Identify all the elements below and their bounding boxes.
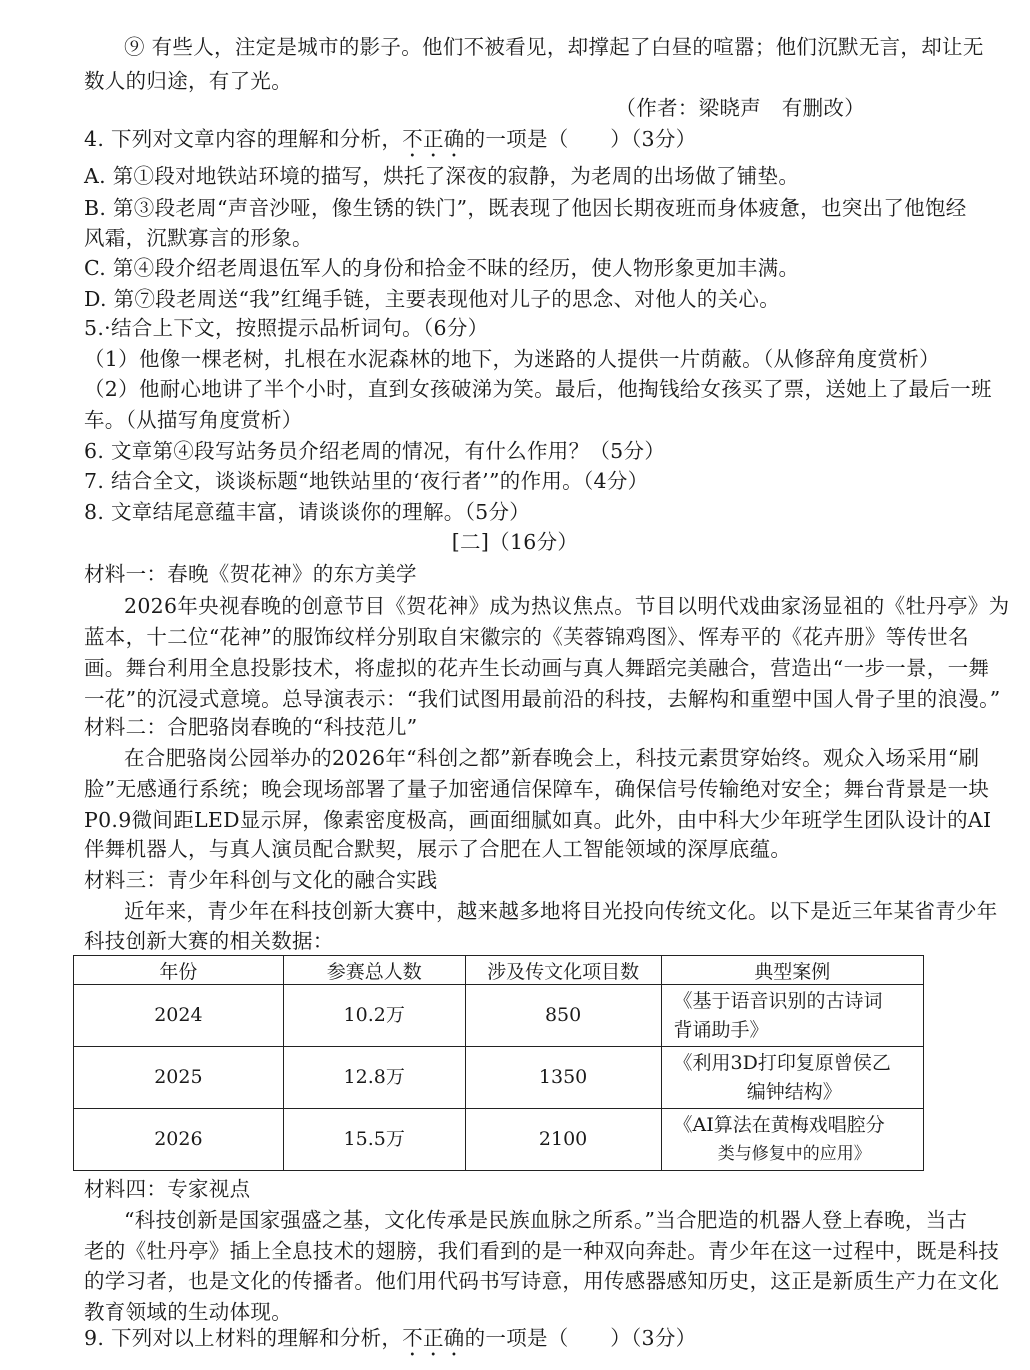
option-a: A. 第①段对地铁站环境的描写，烘托了深夜的寂静，为老周的出场做了铺垫。 xyxy=(84,164,800,188)
question-5: 5.·结合上下文，按照提示品析词句。（6分） xyxy=(84,316,489,340)
material-4-line2: 老的《牡丹亭》插上全息技术的翅膀，我们看到的是一种双向奔赴。青少年在这一过程中，既是科技 xyxy=(84,1239,1000,1263)
case-line2: 类与修复中的应用》 xyxy=(717,1143,871,1164)
question-4-tail: 的一项是（ ）（3分） xyxy=(464,127,697,151)
question-9-tail: 的一项是（ ）（3分） xyxy=(464,1326,697,1350)
material-1-line2: 蓝本，十二位“花神”的服饰纹样分别取自宋徽宗的《芙蓉锦鸡图》、恽寿平的《花卉册》等传世名 xyxy=(84,625,969,649)
case-line1: 《AI算法在黄梅戏唱腔分 xyxy=(673,1113,885,1136)
material-1-title: 材料一：春晚《贺花神》的东方美学 xyxy=(84,562,417,586)
material-4-line3: 的学习者，也是文化的传播者。他们用代码书写诗意，用传感器感知历史，这正是新质生产力在文化 xyxy=(84,1269,1000,1293)
cell-total: 10.2万 xyxy=(283,985,465,1047)
question-5-sub2-line1: （2）他耐心地讲了半个小时，直到女孩破涕为笑。最后，他掏钱给女孩买了票，送她上了最后一班 xyxy=(84,377,992,401)
material-4-line4: 教育领域的生动体现。 xyxy=(84,1300,292,1324)
table-row xyxy=(74,985,924,1047)
option-c: C. 第④段介绍老周退伍军人的身份和拾金不昧的经历，使人物形象更加丰满。 xyxy=(84,256,800,280)
cell-projects: 2100 xyxy=(465,1109,661,1171)
table-row xyxy=(74,1109,924,1171)
section-heading: [二]（16分） xyxy=(451,530,579,554)
question-7: 7. 结合全文，谈谈标题“地铁站里的‘夜行者’”的作用。（4分） xyxy=(84,469,649,493)
cell-case xyxy=(661,1047,923,1109)
header-projects: 涉及传文化项目数 xyxy=(465,956,661,985)
case-line2: 编钟结构》 xyxy=(746,1080,842,1103)
material-3-line1: 近年来，青少年在科技创新大赛中，越来越多地将目光投向传统文化。以下是近三年某省青少年 xyxy=(124,899,998,923)
question-9-emphasis: 不正确 xyxy=(402,1326,465,1350)
case-line2: 背诵助手》 xyxy=(673,1018,769,1041)
question-9-lead: 9. 下列对以上材料的理解和分析， xyxy=(84,1326,403,1350)
option-d: D. 第⑦段老周送“我”红绳手链，主要表现他对儿子的思念、对他人的关心。 xyxy=(84,287,780,311)
question-5-sub2-line2: 车。（从描写角度赏析） xyxy=(84,408,303,432)
cell-year: 2025 xyxy=(74,1047,284,1109)
question-6: 6. 文章第④段写站务员介绍老周的情况，有什么作用？（5分） xyxy=(84,439,666,463)
option-b-line1: B. 第③段老周“声音沙哑，像生锈的铁门”，既表现了他因长期夜班而身体疲惫，也突出了他饱经 xyxy=(84,196,967,220)
question-8: 8. 文章结尾意蕴丰富，请谈谈你的理解。（5分） xyxy=(84,500,531,524)
material-1-line1: 2026年央视春晚的创意节目《贺花神》成为热议焦点。节目以明代戏曲家汤显祖的《牡丹亭》为 xyxy=(124,594,1010,618)
question-9 xyxy=(84,1323,1016,1361)
material-2-line2: 脸”无感通行系统；晚会现场部署了量子加密通信保障车，确保信号传输绝对安全；舞台背景是一块 xyxy=(84,777,990,801)
material-1-line4: 一花”的沉浸式意境。总导演表示：“我们试图用最前沿的科技，去解构和重塑中国人骨子里的浪漫。” xyxy=(84,687,1001,711)
material-3-line2: 科技创新大赛的相关数据： xyxy=(84,929,334,953)
question-5-sub1: （1）他像一棵老树，扎根在水泥森林的地下，为迷路的人提供一片荫蔽。（从修辞角度赏析） xyxy=(84,347,940,371)
material-4-line1: “科技创新是国家强盛之基，文化传承是民族血脉之所系。”当合肥造的机器人登上春晚，当古 xyxy=(124,1208,968,1232)
cell-total: 12.8万 xyxy=(283,1047,465,1109)
question-4-emphasis: 不正确 xyxy=(402,127,465,151)
cell-total: 15.5万 xyxy=(283,1109,465,1171)
header-total: 参赛总人数 xyxy=(283,956,465,985)
case-line1: 《基于语音识别的古诗词 xyxy=(673,989,883,1012)
paragraph-9-line1: ⑨ 有些人，注定是城市的影子。他们不被看见，却撑起了白昼的喧嚣；他们沉默无言，却让无 xyxy=(124,35,984,59)
paragraph-9-line2: 数人的归途，有了光。 xyxy=(84,69,292,93)
cell-year: 2024 xyxy=(74,985,284,1047)
question-4 xyxy=(84,124,1016,162)
table-header-row xyxy=(74,956,924,985)
material-1-line3: 画。舞台利用全息投影技术，将虚拟的花卉生长动画与真人舞蹈完美融合，营造出“一步一景，一舞 xyxy=(84,656,990,680)
cell-projects: 1350 xyxy=(465,1047,661,1109)
question-4-lead: 4. 下列对文章内容的理解和分析， xyxy=(84,127,403,151)
table-row xyxy=(74,1047,924,1109)
material-2-line3: P0.9微间距LED显示屏，像素密度极高，画面细腻如真。此外，由中科大少年班学生团队设计的AI xyxy=(84,808,992,832)
material-2-line1: 在合肥骆岗公园举办的2026年“科创之都”新春晚会上，科技元素贯穿始终。观众入场采用“刷 xyxy=(124,746,980,770)
author-note: （作者：梁晓声 有删改） xyxy=(615,96,865,120)
cell-case xyxy=(661,985,923,1047)
material-2-line4: 伴舞机器人，与真人演员配合默契，展示了合肥在人工智能领域的深厚底蕴。 xyxy=(84,837,792,861)
material-4-title: 材料四：专家视点 xyxy=(84,1177,251,1201)
option-b-line2: 风霜，沉默寡言的形象。 xyxy=(84,226,313,250)
case-line1: 《利用3D打印复原曾侯乙 xyxy=(673,1051,891,1074)
header-year: 年份 xyxy=(74,956,284,985)
cell-year: 2026 xyxy=(74,1109,284,1171)
material-2-title: 材料二：合肥骆岗春晚的“科技范儿” xyxy=(84,715,418,739)
cell-projects: 850 xyxy=(465,985,661,1047)
material-3-title: 材料三：青少年科创与文化的融合实践 xyxy=(84,868,438,892)
header-case: 典型案例 xyxy=(661,956,923,985)
competition-data-table xyxy=(73,955,924,1171)
cell-case xyxy=(661,1109,923,1171)
